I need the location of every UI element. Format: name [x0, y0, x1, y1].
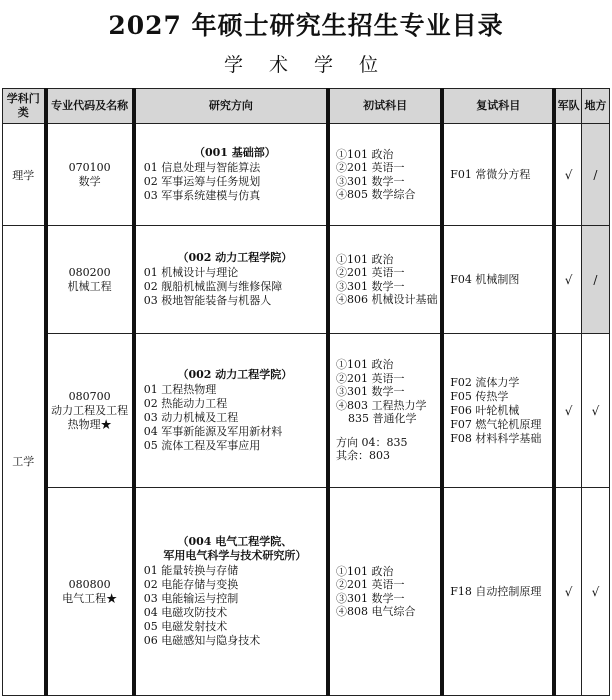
major-cell [47, 488, 133, 696]
exam-item: ②201 英语一 [336, 371, 405, 385]
major-cell [47, 334, 133, 488]
retest-cell [443, 124, 553, 226]
table-row [3, 226, 610, 334]
school-label: （002 动力工程学院） [177, 368, 293, 381]
retest-cell [443, 334, 553, 488]
retest-item: F07 燃气轮机原理 [450, 417, 542, 431]
major-name: 机械工程 [67, 279, 112, 293]
direction-item: 03 动力机械及工程 [143, 411, 239, 424]
exam-cell [329, 488, 441, 696]
retest-item: F05 传热学 [450, 389, 509, 403]
header-military: 军队 [555, 89, 581, 124]
category-cell: 理学 [3, 124, 45, 226]
direction-item: 04 军事新能源及军用新材料 [143, 425, 283, 438]
page-subtitle: 学 术 学 位 [223, 54, 389, 76]
exam-item: ②201 英语一 [336, 266, 405, 279]
direction-cell [135, 488, 327, 696]
retest-cell [443, 226, 553, 334]
exam-item: ①101 政治 [336, 564, 394, 578]
retest-cell [443, 488, 553, 696]
military-mark: √ [555, 124, 581, 226]
direction-item: 01 工程热物理 [143, 383, 217, 396]
exam-item: ③301 数学一 [336, 174, 405, 188]
header-retest: 复试科目 [443, 89, 553, 124]
local-mark: √ [581, 488, 609, 696]
exam-item: 835 普通化学 [348, 412, 417, 426]
table-row [3, 334, 610, 488]
header-major: 专业代码及名称 [47, 89, 133, 124]
page-title: 2027 年硕士研究生招生专业目录 [108, 11, 504, 40]
retest-item: F02 流体力学 [450, 375, 520, 389]
direction-item: 02 电能存储与变换 [143, 578, 239, 591]
school-label: （002 动力工程学院） [177, 251, 293, 264]
table-row [3, 488, 610, 696]
direction-cell [135, 334, 327, 488]
major-code: 080200 [68, 265, 111, 279]
major-cell [47, 226, 133, 334]
major-name: 动力工程及工程热物理★ [51, 403, 129, 431]
exam-item: ③301 数学一 [336, 385, 405, 399]
local-mark: / [581, 124, 609, 226]
direction-item: 01 机械设计与理论 [143, 266, 239, 279]
major-code: 070100 [68, 160, 111, 174]
direction-item: 01 能量转换与存储 [143, 564, 239, 577]
direction-cell [135, 226, 327, 334]
major-name: 电气工程★ [62, 591, 118, 605]
direction-item: 03 电能输运与控制 [143, 592, 239, 605]
retest-item: F18 自动控制原理 [450, 584, 542, 598]
exam-cell [329, 226, 441, 334]
direction-item: 03 军事系统建模与仿真 [143, 189, 261, 202]
direction-item: 06 电磁感知与隐身技术 [143, 634, 261, 647]
retest-item: F08 材料科学基础 [450, 431, 542, 445]
exam-cell [329, 124, 441, 226]
header-direction: 研究方向 [135, 89, 327, 124]
major-cell [47, 124, 133, 226]
exam-note: 其余：803 [336, 449, 391, 463]
exam-item: ③301 数学一 [336, 279, 405, 293]
exam-note: 方向 04：835 [336, 435, 408, 449]
table-row [3, 124, 610, 226]
direction-item: 02 舰船机械监测与维修保障 [143, 280, 283, 293]
direction-item: 04 电磁攻防技术 [143, 606, 228, 619]
direction-item: 05 电磁发射技术 [143, 620, 228, 633]
exam-item: ④803 工程热力学 [336, 398, 427, 412]
major-code: 080700 [68, 389, 111, 403]
exam-item: ②201 英语一 [336, 161, 405, 174]
direction-item: 01 信息处理与智能算法 [143, 161, 261, 174]
exam-item: ②201 英语一 [336, 578, 405, 591]
exam-item: ①101 政治 [336, 252, 394, 266]
school-label: （001 基础部） [193, 146, 276, 159]
direction-cell [135, 124, 327, 226]
local-mark: / [581, 226, 609, 334]
school-label-line: 军用电气科学与技术研究所） [163, 549, 307, 562]
school-label [144, 535, 326, 563]
major-code: 080800 [68, 577, 111, 591]
direction-item: 05 流体工程及军事应用 [143, 439, 261, 452]
military-mark: √ [555, 226, 581, 334]
school-label-line: （004 电气工程学院、 [177, 535, 293, 548]
direction-item: 02 军事运筹与任务规划 [143, 175, 261, 188]
retest-item: F06 叶轮机械 [450, 403, 520, 417]
exam-item: ④805 数学综合 [336, 188, 416, 201]
retest-item: F01 常微分方程 [450, 167, 531, 181]
military-mark: √ [555, 334, 581, 488]
category-cell: 工学 [3, 226, 45, 696]
header-exam: 初试科目 [329, 89, 441, 124]
direction-item: 02 热能动力工程 [143, 397, 228, 410]
header-category: 学科门类 [3, 89, 45, 124]
catalog-table [2, 88, 610, 696]
retest-item: F04 机械制图 [450, 272, 520, 286]
exam-cell [329, 334, 441, 488]
exam-item: ③301 数学一 [336, 591, 405, 605]
military-mark: √ [555, 488, 581, 696]
exam-item: ④806 机械设计基础 [336, 293, 438, 306]
direction-item: 03 极地智能装备与机器人 [143, 294, 272, 307]
major-name: 数学 [78, 174, 101, 188]
exam-item: ①101 政治 [336, 147, 394, 161]
local-mark: √ [581, 334, 609, 488]
exam-item: ①101 政治 [336, 358, 394, 372]
header-local: 地方 [581, 89, 609, 124]
exam-item: ④808 电气综合 [336, 605, 416, 618]
header-row [3, 89, 610, 124]
